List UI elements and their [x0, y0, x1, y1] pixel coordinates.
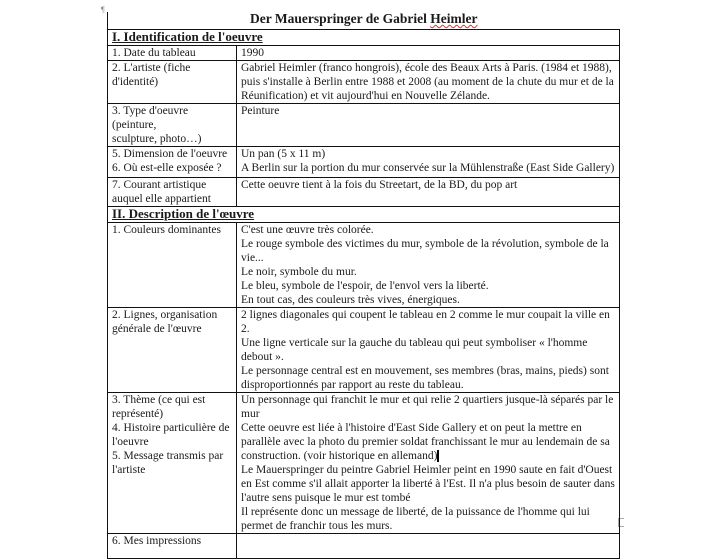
value-line: Le personnage central est en mouvement, ses membres (bras, mains, pieds) sont — [241, 365, 609, 377]
row-label — [108, 46, 237, 61]
value-line: Le Mauerspringer du peintre Gabriel Heimler peint en 1990 saute en fait d'Ouest — [241, 464, 613, 476]
value-line: C'est une œuvre très colorée. — [241, 224, 374, 236]
label-line: 2. Lignes, organisation — [112, 309, 218, 321]
value-line: debout ». — [241, 351, 284, 363]
title-name: Heimler — [430, 11, 478, 26]
value-line: Une ligne verticale sur la gauche du tableau qui peut symboliser « l'homme — [241, 337, 588, 349]
table-row — [108, 223, 620, 308]
label-line: d'identité) — [112, 76, 159, 88]
table-row — [108, 147, 620, 178]
row-value[interactable] — [237, 46, 620, 61]
row-label — [108, 393, 237, 534]
row-label — [108, 308, 237, 393]
label-line: 5. Message transmis par — [112, 450, 224, 462]
row-label — [108, 61, 237, 104]
value-line: En tout cas, des couleurs très vives, énergiques. — [241, 294, 460, 306]
row-label — [108, 104, 237, 147]
row-value[interactable] — [237, 393, 620, 534]
value-line: construction. (voir historique en allemand) — [241, 450, 438, 462]
table-row — [108, 178, 620, 207]
label-line: 7. Courant artistique — [112, 179, 207, 191]
label-line: 6. Mes impressions — [112, 535, 202, 547]
label-line: sculpture, photo…) — [112, 133, 202, 145]
row-label — [108, 223, 237, 308]
label-line: 1. Couleurs dominantes — [112, 224, 221, 236]
table-row — [108, 393, 620, 534]
row-value[interactable] — [237, 61, 620, 104]
value-line: Le noir, symbole du mur. — [241, 266, 357, 278]
value-line: 1990 — [241, 47, 264, 59]
row-value[interactable] — [237, 104, 620, 147]
value-line: A Berlin sur la portion du mur conservée sur la Mühlenstraße (East Side Gallery) — [241, 162, 615, 174]
row-label — [108, 178, 237, 207]
value-line: l'autre sens puisque le mur est tombé — [241, 492, 411, 504]
value-line: Gabriel Heimler (franco hongrois), école des Beaux Arts à Paris. (1984 et 1988), — [241, 62, 612, 74]
label-line: 6. Où est-elle exposée ? — [112, 162, 222, 174]
value-line: disproportionnés par rapport au reste du tableau. — [241, 379, 464, 391]
label-line: 5. Dimension de l'oeuvre — [112, 148, 228, 160]
label-line: 3. Type d'oeuvre (peinture, — [112, 105, 189, 131]
text-cursor — [437, 450, 439, 462]
table-row — [108, 46, 620, 61]
label-line: 4. Histoire particulière de — [112, 422, 230, 434]
value-line: puis s'installe à Berlin entre 1988 et 2008 (au moment de la chute du mur et de la — [241, 76, 614, 88]
row-value[interactable] — [237, 534, 620, 559]
row-value[interactable] — [237, 178, 620, 207]
title-text: Der Mauerspringer de Gabriel — [250, 11, 431, 26]
table-row — [108, 61, 620, 104]
label-line: l'oeuvre — [112, 436, 149, 448]
label-line: représenté) — [112, 408, 164, 420]
value-line: Le bleu, symbole de l'espoir, de l'envol vers la liberté. — [241, 280, 489, 292]
value-line: mur — [241, 408, 260, 420]
value-line: Il représente donc un message de liberté, de la puissance de l'homme qui lui — [241, 506, 590, 518]
table-row — [108, 534, 620, 559]
label-line: 2. L'artiste (fiche — [112, 62, 191, 74]
label-line: l'artiste — [112, 464, 146, 476]
label-line: 3. Thème (ce qui est — [112, 394, 206, 406]
row-value[interactable] — [237, 147, 620, 178]
row-value[interactable] — [237, 308, 620, 393]
label-line: 1. Date du tableau — [112, 47, 196, 59]
document-title — [108, 12, 620, 30]
row-value[interactable] — [237, 223, 620, 308]
value-line: Réunification) et vit aujourd'hui en Nouvelle Zélande. — [241, 90, 490, 102]
artwork-table — [107, 12, 620, 559]
paragraph-mark: ¶ — [101, 5, 105, 14]
section-heading-identification: I. Identification de l'oeuvre — [108, 30, 620, 46]
value-line: Peinture — [241, 105, 280, 117]
value-line: Cette oeuvre est liée à l'histoire d'East Side Gallery et on peut la mettre en — [241, 422, 582, 434]
value-line: Cette oeuvre tient à la fois du Streetart, de la BD, du pop art — [241, 179, 518, 191]
label-line: générale de l'œuvre — [112, 323, 202, 335]
value-line: parallèle avec la photo du premier soldat franchissant le mur au lendemain de sa — [241, 436, 610, 448]
row-label — [108, 534, 237, 559]
value-line: Un personnage qui franchit le mur et qui relie 2 quartiers jusque-là séparés par le — [241, 394, 614, 406]
value-line: en Est comme s'il allait apporter la liberté à l'Est. Il n'a plus besoin de sauter dans — [241, 478, 615, 490]
table-row — [108, 104, 620, 147]
label-line: auquel elle appartient — [112, 193, 211, 205]
value-line: permet de franchir tous les murs. — [241, 520, 393, 532]
value-line: Un pan (5 x 11 m) — [241, 148, 326, 160]
value-line: 2 lignes diagonales qui coupent le tableau en 2 comme le mur coupait la ville en 2. — [241, 309, 610, 335]
row-label — [108, 147, 237, 178]
value-line: vie... — [241, 252, 264, 264]
value-line: Le rouge symbole des victimes du mur, symbole de la révolution, symbole de la — [241, 238, 609, 250]
table-row — [108, 308, 620, 393]
section-heading-description: II. Description de l'œuvre — [108, 207, 620, 223]
